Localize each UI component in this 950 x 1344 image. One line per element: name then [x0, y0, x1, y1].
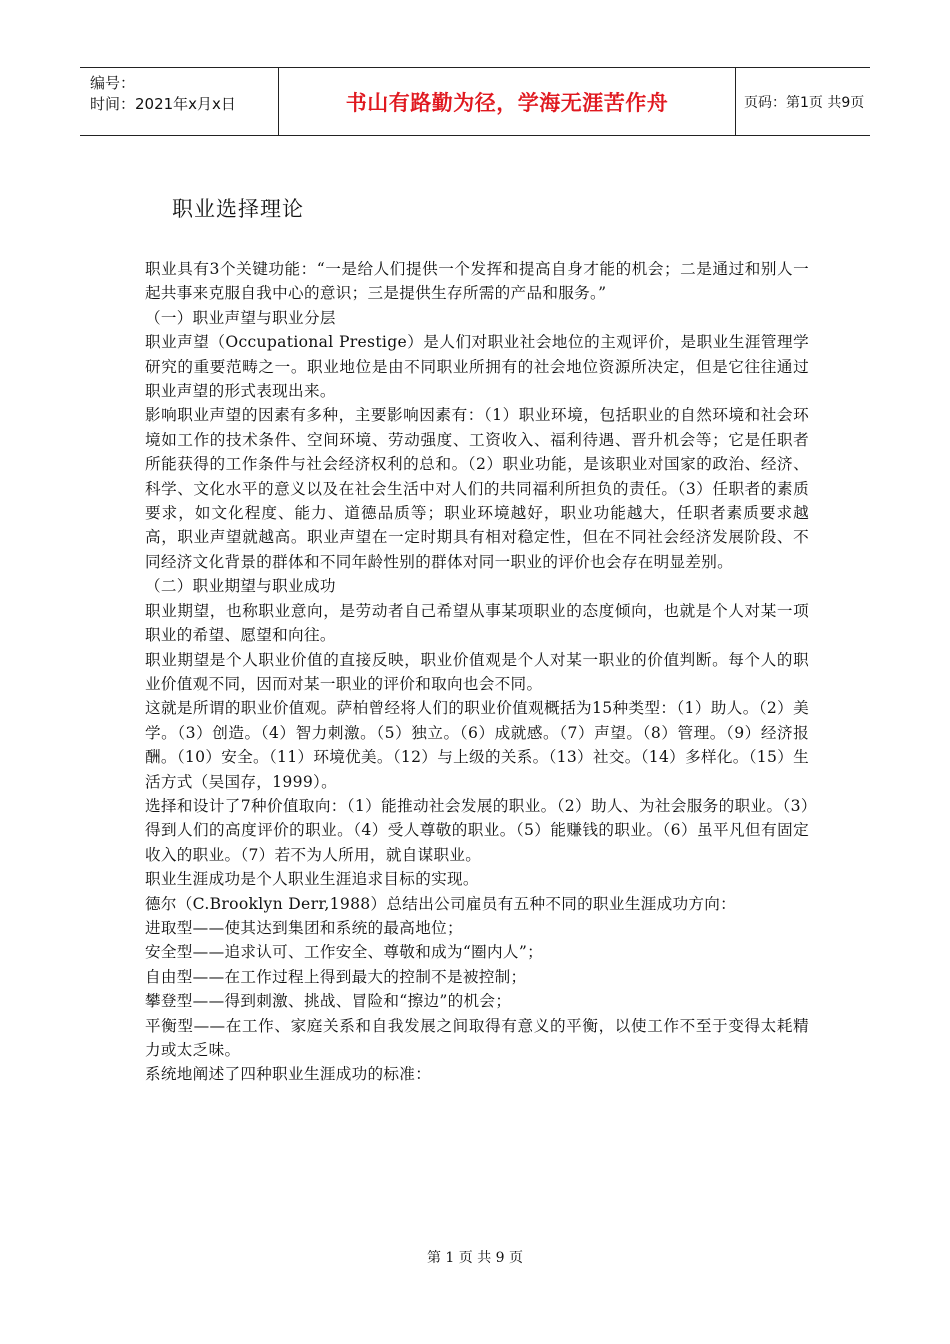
- page-header: [80, 67, 870, 136]
- motto-text: 书山有路勤为径，学海无涯苦作舟: [345, 90, 669, 115]
- paragraph: 这就是所谓的职业价值观。萨柏曾经将人们的职业价值观概括为15种类型：（1）助人。（2）美学。（3）创造。（4）智力刺激。（5）独立。（6）成就感。（7）声望。（8）管理。（9）经济报酬。（10）安全。（11）环境优美。（12）与上级的关系。（13）社交。（14）多样化。（15）生活方式（吴国存，1999）。: [145, 699, 809, 791]
- number-label: 编号：: [90, 74, 136, 92]
- page-footer: 第 1 页 共 9 页: [426, 1250, 524, 1266]
- list-item: 进取型——使其达到集团和系统的最高地位；: [145, 918, 463, 937]
- time-label: 时间：2021年x月x日: [90, 95, 236, 113]
- paragraph: 影响职业声望的因素有多种，主要影响因素有：（1）职业环境，包括职业的自然环境和社会环境如工作的技术条件、空间环境、劳动强度、工资收入、福利待遇、晋升机会等；它是任职者所能获得的工作条件与社会经济权利的总和。（2）职业功能，是该职业对国家的政治、经济、科学、文化水平的意义以及在社会生活中对人们的共同福利所担负的责任。（3）任职者的素质要求，如文化程度、能力、道德品质等；职业环境越好，职业功能越大，任职者素质要求越高，职业声望就越高。职业声望在一定时期具有相对稳定性，但在不同社会经济发展阶段、不同经济文化背景的群体和不同年龄性别的群体对同一职业的评价也会存在明显差别。: [145, 406, 809, 571]
- paragraph: 职业声望（Occupational Prestige）是人们对职业社会地位的主观评价，是职业生涯管理学研究的重要范畴之一。职业地位是由不同职业所拥有的社会地位资源所决定，但是它往往通过职业声望的形式表现出来。: [145, 333, 809, 401]
- header-motto-cell: [278, 68, 736, 135]
- paragraph: 选择和设计了7种价值取向：（1）能推动社会发展的职业。（2）助人、为社会服务的职业。（3）得到人们的高度评价的职业。（4）受人尊敬的职业。（5）能赚钱的职业。（6）虽平凡但有固定收入的职业。（7）若不为人所用，就自谋职业。: [145, 796, 809, 864]
- paragraph: 职业生涯成功是个人职业生涯追求目标的实现。: [145, 870, 479, 889]
- header-page-info: [744, 68, 864, 135]
- paragraph: 系统地阐述了四种职业生涯成功的标准：: [145, 1065, 432, 1084]
- list-item: 自由型——在工作过程上得到最大的控制不是被控制；: [145, 967, 527, 986]
- paragraph: 职业具有3个关键功能：“一是给人们提供一个发挥和提高自身才能的机会；二是通过和别人一起共事来克服自我中心的意识；三是提供生存所需的产品和服务。”: [145, 260, 809, 303]
- paragraph: 职业期望，也称职业意向，是劳动者自己希望从事某项职业的态度倾向，也就是个人对某一项职业的希望、愿望和向往。: [145, 601, 809, 645]
- paragraph: 德尔（C.Brooklyn Derr,1988）总结出公司雇员有五种不同的职业生涯成功方向：: [145, 894, 737, 913]
- list-item: 平衡型——在工作、家庭关系和自我发展之间取得有意义的平衡，以使工作不至于变得太耗精力或太乏味。: [145, 1016, 809, 1059]
- header-meta: [90, 73, 236, 115]
- list-item: 攀登型——得到刺激、挑战、冒险和“擦边”的机会；: [145, 992, 512, 1011]
- section-heading: （二）职业期望与职业成功: [145, 577, 336, 596]
- document-body: [145, 257, 809, 1087]
- page-info-text: 页码：第1页 共9页: [744, 94, 865, 111]
- section-heading: （一）职业声望与职业分层: [145, 308, 336, 327]
- paragraph: 职业期望是个人职业价值的直接反映，职业价值观是个人对某一职业的价值判断。每个人的职业价值观不同，因而对某一职业的评价和取向也会不同。: [145, 650, 809, 693]
- document-title: 职业选择理论: [172, 197, 304, 221]
- list-item: 安全型——追求认可、工作安全、尊敬和成为“圈内人”；: [145, 943, 543, 962]
